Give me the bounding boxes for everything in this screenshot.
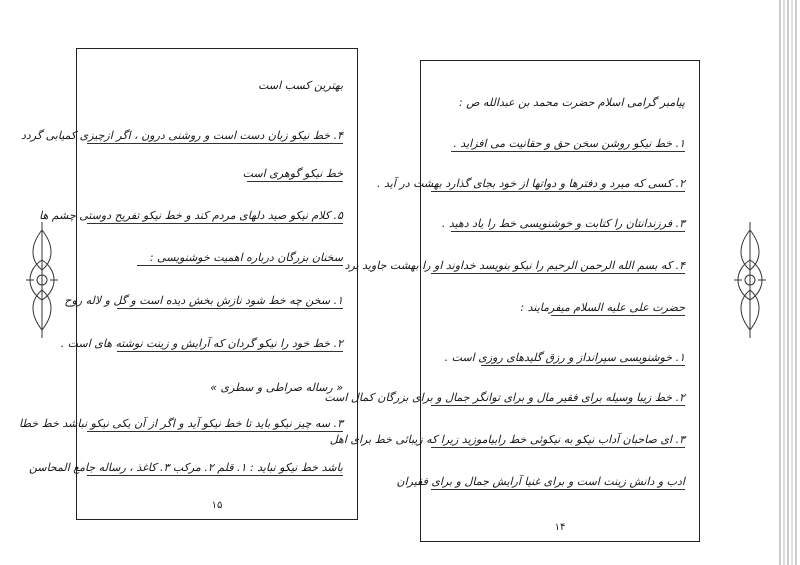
right-line-9: ۳. ای صاحبان آداب نیکو به نیکوئی خط رابیاموزید زیرا که زیبائی خط برای اهل — [329, 433, 685, 446]
left-line-2: ۴. خط نیکو زبان دست است و روشنی درون ، اگر ازچیزی کمیابی گردد — [21, 129, 343, 142]
right-line-4: ۳. فرزندانتان را کتابت و خوشنویسی خط را یاد دهید . — [441, 217, 685, 230]
right-line-10: ادب و دانش زینت است و برای غنیا آرایش جمال و برای فقیران — [396, 475, 685, 488]
left-line-9: ۳. سه چیز نیکو باید تا خط نیکو آید و اگر از آن یکی نیکو نباشد خط خطا — [19, 417, 343, 430]
left-line-10: باشد خط نیکو نباید : ۱. قلم ۲. مرکب ۳. کاغذ ، رساله جامع المحاسن — [28, 461, 343, 474]
left-page — [19, 48, 358, 520]
scan-edge-shadow — [774, 0, 800, 565]
right-page — [324, 60, 700, 542]
left-page-number: ۱۵ — [211, 500, 223, 511]
right-line-5: ۴. که بسم الله الرحمن الرحیم را نیکو بنویسد خداوند او را بهشت جاوید برد — [344, 259, 685, 272]
right-page-number: ۱۴ — [554, 522, 566, 533]
left-line-5: سخنان بزرگان درباره اهمیت خوشنویسی : — [137, 251, 343, 266]
left-line-8: « رساله صراطی و سطری » — [210, 381, 343, 394]
decorative-ornament-left — [22, 220, 62, 340]
left-line-3: خط نیکو گوهری است — [242, 167, 343, 180]
right-line-1: پیامبر گرامی اسلام حضرت محمد بن عبدالله ص : — [459, 96, 685, 109]
left-line-1: بهترین کسب است — [258, 79, 343, 92]
left-line-4: ۵. کلام نیکو صید دلهای مردم کند و خط نیکو تفریح دوستی چشم ها — [39, 209, 343, 222]
left-line-6: ۱. سخن چه خط شود نازش بخش دیده است و گل و لاله روح — [64, 294, 343, 307]
right-line-3: ۲. کسی که میرد و دفترها و دواتها از خود بجای گذارد بهشت در آید . — [377, 177, 685, 190]
right-line-7: ۱. خوشنویسی سپرانداز و رزق گلیدهای روزی است . — [444, 351, 685, 364]
left-line-7: ۲. خط خود را نیکو گردان که آرایش و زینت نوشته های است . — [60, 337, 343, 350]
right-line-8: ۲. خط زیبا وسیله برای فقیر مال و برای توانگر جمال و برای بزرگان کمال است — [324, 391, 685, 404]
right-line-2: ۱. خط نیکو روشن سخن حق و حقانیت می افزاید . — [451, 137, 685, 152]
right-line-6: حضرت علی علیه السلام میفرمایند : — [520, 301, 685, 314]
decorative-ornament-right — [730, 220, 770, 340]
